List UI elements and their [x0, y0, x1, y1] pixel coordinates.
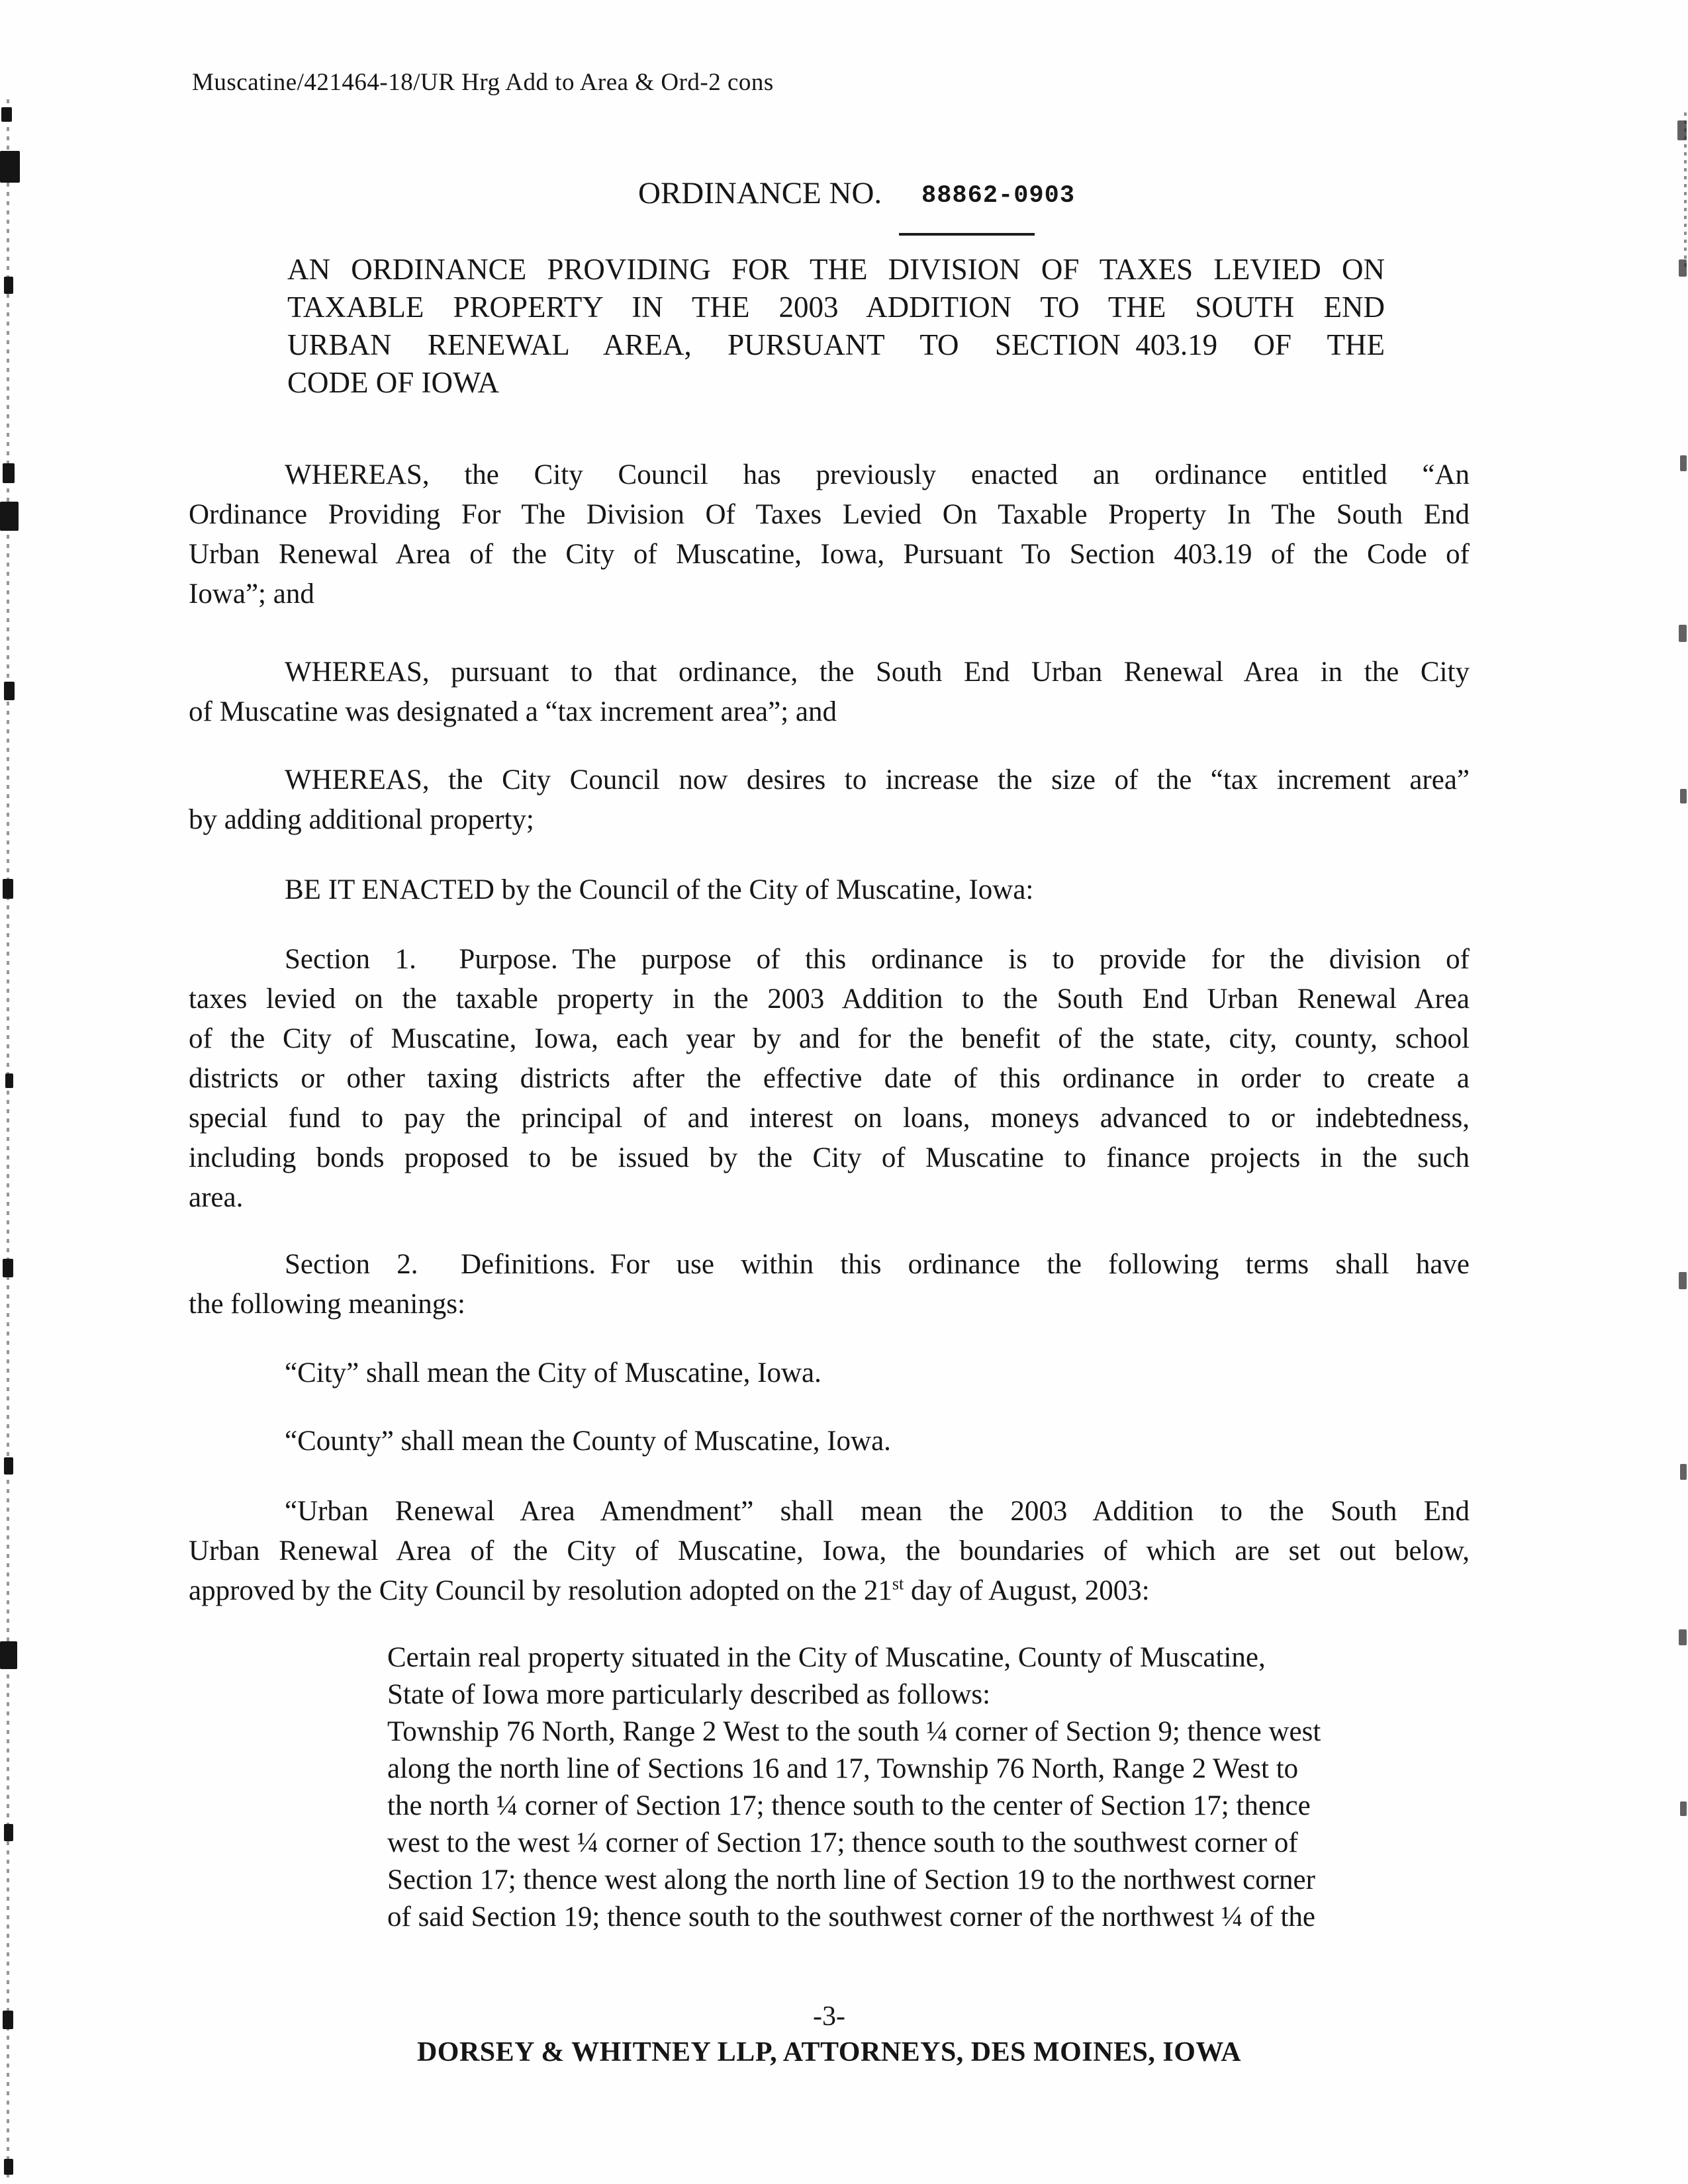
title-line: AN ORDINANCE PROVIDING FOR THE DIVISION OF TAXES LEVIED ON — [287, 253, 1385, 286]
enacting-clause — [189, 870, 1470, 910]
ordinance-title — [287, 251, 1385, 402]
page-number: -3- — [813, 2001, 845, 2032]
text-line: “City” shall mean the City of Muscatine, Iowa. — [285, 1357, 821, 1388]
scan-artifact — [1677, 120, 1687, 140]
scan-artifact — [0, 1641, 17, 1669]
definition-city — [189, 1353, 1470, 1393]
scan-artifact — [4, 277, 13, 294]
title-line: CODE OF IOWA — [287, 366, 499, 399]
legal-description-block — [387, 1639, 1499, 1936]
scan-artifact — [1680, 1464, 1687, 1480]
text-line: Certain real property situated in the City of Muscatine, County of Muscatine, — [387, 1642, 1266, 1673]
text-line: special fund to pay the principal of and interest on loans, moneys advanced to or indebtedness, — [189, 1103, 1470, 1134]
text-line: west to the west ¼ corner of Section 17; thence south to the southwest corner of — [387, 1827, 1298, 1858]
text-line: Urban Renewal Area of the City of Muscatine, Iowa, the boundaries of which are set out below, — [189, 1535, 1470, 1567]
ordinance-number-label: ORDINANCE NO. — [638, 176, 882, 210]
text-line: including bonds proposed to be issued by the City of Muscatine to finance projects in the such — [189, 1142, 1470, 1173]
text-line: Urban Renewal Area of the City of Muscatine, Iowa, Pursuant To Section 403.19 of the Code of — [189, 539, 1470, 570]
text-line: along the north line of Sections 16 and 17, Township 76 North, Range 2 West to — [387, 1753, 1299, 1784]
scan-artifact — [4, 682, 15, 700]
scan-artifact — [1680, 455, 1687, 471]
scan-artifact — [3, 463, 15, 483]
text-line: taxes levied on the taxable property in the 2003 Addition to the South End Urban Renewal Area — [189, 983, 1470, 1015]
text-line: Section 2. Definitions. For use within this ordinance the following terms shall have — [285, 1249, 1470, 1280]
whereas-paragraph-1 — [189, 455, 1470, 614]
title-line: URBAN RENEWAL AREA, PURSUANT TO SECTION 403.19 OF THE — [287, 328, 1385, 361]
text-line: the following meanings: — [189, 1289, 465, 1320]
text-line: of the City of Muscatine, Iowa, each year by and for the benefit of the state, city, county, school — [189, 1023, 1470, 1054]
text-line: “Urban Renewal Area Amendment” shall mean the 2003 Addition to the South End — [285, 1496, 1470, 1527]
text-line: of said Section 19; thence south to the southwest corner of the northwest ¼ of the — [387, 1901, 1315, 1933]
definition-county — [189, 1422, 1470, 1461]
section-1-purpose — [189, 940, 1470, 1218]
text-line: WHEREAS, the City Council now desires to increase the size of the “tax increment area” — [285, 764, 1470, 796]
scan-artifact — [1679, 1272, 1687, 1289]
scan-artifact — [1680, 1801, 1687, 1816]
text-line: Section 17; thence west along the north line of Section 19 to the northwest corner — [387, 1864, 1315, 1895]
text-line: Ordinance Providing For The Division Of Taxes Levied On Taxable Property In The South End — [189, 499, 1470, 530]
scan-artifact — [4, 1824, 13, 1841]
ordinance-number-value: 88862-0903 — [921, 182, 1076, 210]
text-line: Iowa”; and — [189, 578, 314, 610]
section-2-definitions — [189, 1245, 1470, 1324]
definition-urban-renewal-area-amendment — [189, 1492, 1470, 1611]
text-line: the north ¼ corner of Section 17; thence south to the center of Section 17; thence — [387, 1790, 1311, 1821]
text-line — [189, 1571, 1470, 1611]
text-line: Township 76 North, Range 2 West to the south ¼ corner of Section 9; thence west — [387, 1716, 1321, 1747]
text-segment: approved by the City Council by resolution adopted on the 21 — [189, 1575, 892, 1606]
ordinal-superscript: st — [892, 1574, 904, 1594]
scan-artifact — [1679, 625, 1687, 642]
scan-artifact — [1680, 789, 1687, 803]
text-line: “County” shall mean the County of Muscatine, Iowa. — [285, 1426, 891, 1457]
text-line: BE IT ENACTED by the Council of the City of Muscatine, Iowa: — [285, 874, 1034, 905]
scan-artifact — [0, 502, 19, 531]
text-line: State of Iowa more particularly described as follows: — [387, 1679, 991, 1710]
scan-artifact — [1679, 259, 1687, 277]
scan-artifact — [0, 151, 20, 183]
text-line: districts or other taxing districts after the effective date of this ordinance in order to create a — [189, 1063, 1470, 1094]
scan-artifact — [3, 2011, 13, 2029]
whereas-paragraph-3 — [189, 760, 1470, 840]
ordinance-number-underline — [899, 233, 1035, 236]
title-line: TAXABLE PROPERTY IN THE 2003 ADDITION TO THE SOUTH END — [287, 291, 1385, 324]
scan-artifact — [1, 107, 12, 122]
text-line: by adding additional property; — [189, 804, 534, 835]
law-firm-footer: DORSEY & WHITNEY LLP, ATTORNEYS, DES MOINES, IOWA — [416, 2037, 1242, 2068]
text-line: WHEREAS, pursuant to that ordinance, the South End Urban Renewal Area in the City — [285, 657, 1470, 688]
file-reference-note: Muscatine/421464-18/UR Hrg Add to Area & Ord-2 cons — [192, 69, 774, 96]
scan-artifact — [1679, 1629, 1687, 1645]
whereas-paragraph-2 — [189, 653, 1470, 732]
scan-artifact — [7, 99, 9, 2177]
scan-artifact — [3, 1259, 13, 1277]
scan-artifact — [4, 1457, 13, 1475]
scan-artifact — [3, 879, 13, 899]
scan-artifact — [5, 1073, 13, 1088]
scan-artifact — [4, 2159, 13, 2175]
text-segment: day of August, 2003: — [904, 1575, 1150, 1606]
text-line: of Muscatine was designated a “tax increment area”; and — [189, 696, 837, 727]
text-line: area. — [189, 1182, 244, 1213]
text-line: Section 1. Purpose. The purpose of this ordinance is to provide for the division of — [285, 944, 1470, 975]
text-line: WHEREAS, the City Council has previously enacted an ordinance entitled “An — [285, 459, 1470, 490]
